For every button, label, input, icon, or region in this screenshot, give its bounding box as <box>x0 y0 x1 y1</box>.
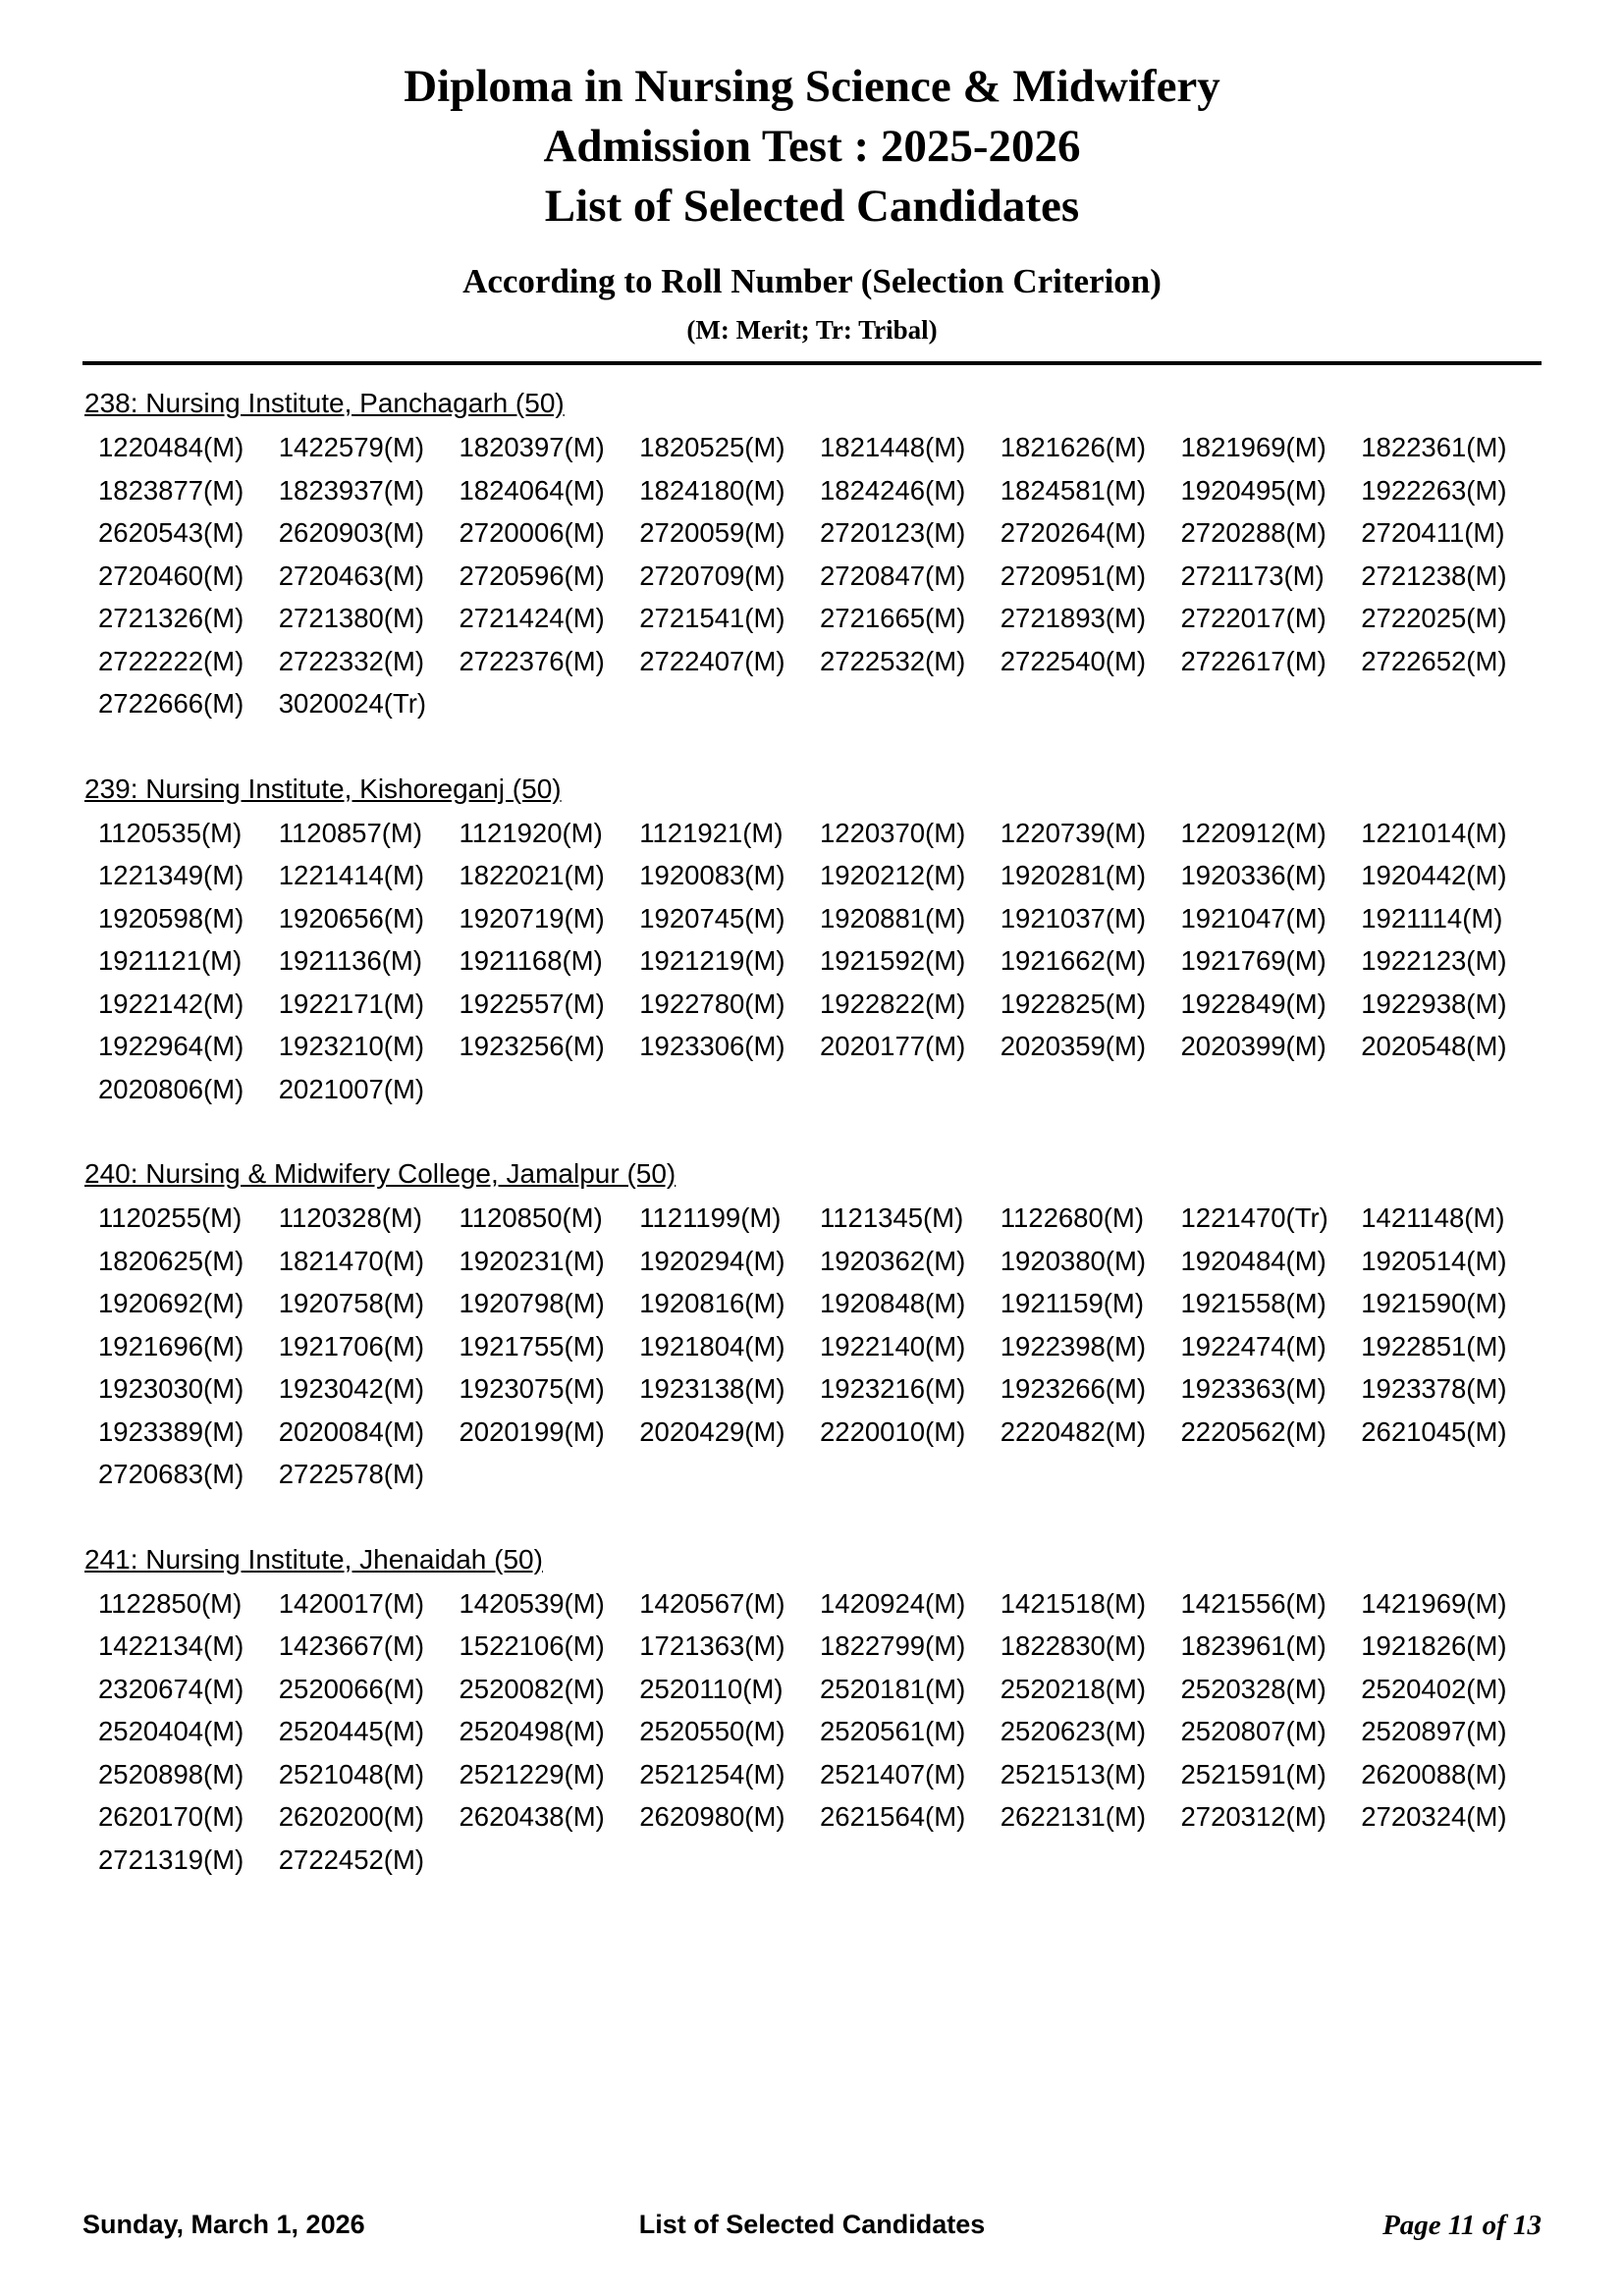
section-title: 241: Nursing Institute, Jhenaidah (50) <box>84 1543 543 1575</box>
roll-number: 1921804(M) <box>639 1330 785 1362</box>
roll-number: 1823937(M) <box>278 474 425 506</box>
roll-number: 2521048(M) <box>278 1758 425 1789</box>
roll-number: 2520066(M) <box>278 1673 425 1704</box>
roll-number: 1920281(M) <box>1000 860 1147 890</box>
roll-number: 1921136(M) <box>278 945 422 976</box>
roll-number: 1221414(M) <box>278 860 425 890</box>
roll-number: 1922123(M) <box>1361 945 1507 976</box>
section-title: 240: Nursing & Midwifery College, Jamalpur (50) <box>84 1158 677 1189</box>
roll-number: 1522106(M) <box>459 1630 605 1661</box>
roll-number: 2720006(M) <box>459 517 605 548</box>
roll-number: 1122850(M) <box>98 1587 243 1619</box>
roll-number: 2721326(M) <box>98 603 244 633</box>
roll-number: 1922964(M) <box>98 1031 244 1061</box>
roll-number: 2520897(M) <box>1361 1716 1507 1746</box>
roll-number: 1821626(M) <box>1000 432 1147 462</box>
roll-number: 1920719(M) <box>459 902 605 934</box>
institute-section <box>82 1541 1542 1882</box>
roll-number: 1920758(M) <box>278 1288 425 1318</box>
institute-section <box>82 385 1542 725</box>
roll-number: 2520110(M) <box>639 1673 784 1704</box>
roll-number: 1923378(M) <box>1361 1373 1507 1404</box>
roll-number: 2621045(M) <box>1361 1415 1507 1447</box>
roll-number: 1824180(M) <box>639 474 785 506</box>
roll-number: 2520807(M) <box>1180 1716 1326 1746</box>
roll-number: 1923216(M) <box>820 1373 966 1404</box>
roll-number: 2020429(M) <box>639 1415 785 1447</box>
roll-number: 1721363(M) <box>639 1630 785 1661</box>
roll-number: 1920442(M) <box>1361 860 1507 890</box>
roll-number: 1421969(M) <box>1361 1587 1507 1619</box>
roll-number: 1921826(M) <box>1361 1630 1507 1661</box>
roll-number: 1923306(M) <box>639 1031 785 1061</box>
roll-number: 1923075(M) <box>459 1373 605 1404</box>
roll-number: 2620170(M) <box>98 1801 244 1832</box>
roll-number: 2722222(M) <box>98 645 244 676</box>
roll-number: 2720683(M) <box>98 1459 244 1489</box>
subtitle: According to Roll Number (Selection Criterion) <box>462 262 1162 300</box>
roll-number: 1920848(M) <box>820 1288 966 1318</box>
roll-number: 2521254(M) <box>639 1758 785 1789</box>
roll-number: 1421556(M) <box>1180 1587 1326 1619</box>
roll-number: 2722532(M) <box>820 645 966 676</box>
roll-number: 2722652(M) <box>1361 645 1507 676</box>
roll-number: 3020024(Tr) <box>278 688 427 719</box>
roll-number: 1120857(M) <box>278 817 422 848</box>
roll-number: 1922142(M) <box>98 988 244 1019</box>
roll-number: 2620903(M) <box>278 517 425 548</box>
roll-number: 1824581(M) <box>1000 474 1147 506</box>
roll-number: 2722376(M) <box>459 645 605 676</box>
title-line-1: Diploma in Nursing Science & Midwifery <box>404 61 1220 112</box>
roll-number: 2722407(M) <box>639 645 785 676</box>
roll-number: 1920798(M) <box>459 1288 605 1318</box>
roll-number: 1820397(M) <box>459 432 605 462</box>
roll-number: 2520550(M) <box>639 1716 785 1746</box>
roll-number: 1120328(M) <box>278 1202 422 1233</box>
roll-number: 1120850(M) <box>459 1202 603 1233</box>
roll-number: 1221470(Tr) <box>1180 1202 1328 1233</box>
roll-number: 2020084(M) <box>278 1415 425 1447</box>
roll-grid <box>82 426 1542 725</box>
roll-number: 1822830(M) <box>1000 1630 1147 1661</box>
roll-number: 2720709(M) <box>639 560 785 591</box>
roll-number: 2721665(M) <box>820 603 966 633</box>
roll-number: 2722332(M) <box>278 645 425 676</box>
roll-number: 2620200(M) <box>278 1801 425 1832</box>
institute-section <box>82 771 1542 1111</box>
roll-number: 2521407(M) <box>820 1758 966 1789</box>
roll-number: 1120255(M) <box>98 1202 243 1233</box>
roll-number: 1823877(M) <box>98 474 244 506</box>
roll-number: 2220010(M) <box>820 1415 966 1447</box>
roll-number: 1920294(M) <box>639 1245 785 1276</box>
roll-number: 1422579(M) <box>278 432 425 462</box>
roll-number: 2020399(M) <box>1180 1031 1326 1061</box>
roll-number: 2722025(M) <box>1361 603 1507 633</box>
document-header <box>82 57 1542 346</box>
roll-number: 1420567(M) <box>639 1587 785 1619</box>
roll-number: 1923030(M) <box>98 1373 244 1404</box>
roll-number: 1921114(M) <box>1361 902 1503 934</box>
title-line-3: List of Selected Candidates <box>544 181 1080 232</box>
footer-page-number: Page 11 of 13 <box>1382 2210 1542 2241</box>
roll-number: 1421518(M) <box>1000 1587 1147 1619</box>
roll-number: 1121920(M) <box>459 817 603 848</box>
roll-number: 1921121(M) <box>98 945 243 976</box>
roll-number: 2020359(M) <box>1000 1031 1147 1061</box>
roll-number: 1922780(M) <box>639 988 785 1019</box>
roll-number: 2721541(M) <box>639 603 785 633</box>
roll-number: 1920745(M) <box>639 902 785 934</box>
roll-number: 2720312(M) <box>1180 1801 1326 1832</box>
roll-number: 1921662(M) <box>1000 945 1147 976</box>
roll-number: 1920083(M) <box>639 860 785 890</box>
roll-number: 2722617(M) <box>1180 645 1326 676</box>
roll-number: 2720596(M) <box>459 560 605 591</box>
footer-title: List of Selected Candidates <box>638 2210 986 2239</box>
roll-number: 2721893(M) <box>1000 603 1147 633</box>
roll-number: 2520402(M) <box>1361 1673 1507 1704</box>
roll-number: 1824246(M) <box>820 474 966 506</box>
roll-number: 2620980(M) <box>639 1801 785 1832</box>
roll-number: 2520561(M) <box>820 1716 966 1746</box>
roll-number: 1821470(M) <box>278 1245 425 1276</box>
roll-number: 2220562(M) <box>1180 1415 1326 1447</box>
roll-number: 1421148(M) <box>1361 1202 1505 1233</box>
roll-number: 1420924(M) <box>820 1587 966 1619</box>
roll-number: 1922263(M) <box>1361 474 1507 506</box>
roll-number: 1923138(M) <box>639 1373 785 1404</box>
roll-number: 2722452(M) <box>278 1843 425 1875</box>
roll-number: 1921219(M) <box>639 945 785 976</box>
roll-number: 2721424(M) <box>459 603 605 633</box>
roll-number: 1920495(M) <box>1180 474 1326 506</box>
roll-number: 1921047(M) <box>1180 902 1326 934</box>
roll-number: 1922849(M) <box>1180 988 1326 1019</box>
roll-number: 1922822(M) <box>820 988 966 1019</box>
roll-number: 1823961(M) <box>1180 1630 1326 1661</box>
roll-number: 1220739(M) <box>1000 817 1147 848</box>
roll-number: 1921558(M) <box>1180 1288 1326 1318</box>
roll-number: 1920881(M) <box>820 902 966 934</box>
roll-number: 2521513(M) <box>1000 1758 1147 1789</box>
roll-number: 1921590(M) <box>1361 1288 1507 1318</box>
roll-number: 1920231(M) <box>459 1245 605 1276</box>
roll-number: 2721380(M) <box>278 603 425 633</box>
legend: (M: Merit; Tr: Tribal) <box>686 315 938 345</box>
roll-number: 2520445(M) <box>278 1716 425 1746</box>
roll-number: 1923389(M) <box>98 1415 244 1447</box>
roll-number: 1920656(M) <box>278 902 425 934</box>
roll-number: 1420539(M) <box>459 1587 605 1619</box>
roll-number: 1824064(M) <box>459 474 605 506</box>
roll-number: 1220370(M) <box>820 817 966 848</box>
roll-number: 2520218(M) <box>1000 1673 1147 1704</box>
roll-number: 2520082(M) <box>459 1673 605 1704</box>
title-line-2: Admission Test : 2025-2026 <box>543 121 1081 172</box>
roll-number: 1921706(M) <box>278 1330 425 1362</box>
roll-number: 2020177(M) <box>820 1031 966 1061</box>
roll-number: 2720324(M) <box>1361 1801 1507 1832</box>
roll-number: 1923042(M) <box>278 1373 425 1404</box>
roll-number: 2722666(M) <box>98 688 244 719</box>
roll-number: 2722017(M) <box>1180 603 1326 633</box>
roll-number: 2720951(M) <box>1000 560 1147 591</box>
roll-number: 1920816(M) <box>639 1288 785 1318</box>
roll-number: 2520181(M) <box>820 1673 966 1704</box>
roll-number: 2020548(M) <box>1361 1031 1507 1061</box>
roll-number: 1822021(M) <box>459 860 605 890</box>
sections-container <box>82 385 1542 1881</box>
roll-number: 2720123(M) <box>820 517 966 548</box>
roll-number: 1921037(M) <box>1000 902 1147 934</box>
roll-number: 2721319(M) <box>98 1843 244 1875</box>
roll-number: 1822799(M) <box>820 1630 966 1661</box>
roll-number: 1821969(M) <box>1180 432 1326 462</box>
roll-number: 2020199(M) <box>459 1415 605 1447</box>
roll-number: 1923363(M) <box>1180 1373 1326 1404</box>
roll-number: 2720288(M) <box>1180 517 1326 548</box>
roll-number: 1922938(M) <box>1361 988 1507 1019</box>
roll-number: 2621564(M) <box>820 1801 966 1832</box>
roll-number: 2620543(M) <box>98 517 244 548</box>
roll-number: 1821448(M) <box>820 432 966 462</box>
roll-number: 1920484(M) <box>1180 1245 1326 1276</box>
roll-number: 1921696(M) <box>98 1330 244 1362</box>
roll-number: 1921592(M) <box>820 945 966 976</box>
roll-number: 1920380(M) <box>1000 1245 1147 1276</box>
roll-number: 2622131(M) <box>1000 1801 1147 1832</box>
roll-grid <box>82 1197 1542 1496</box>
roll-number: 1922474(M) <box>1180 1330 1326 1362</box>
roll-number: 2620438(M) <box>459 1801 605 1832</box>
roll-number: 2721173(M) <box>1180 560 1325 591</box>
roll-number: 2720264(M) <box>1000 517 1147 548</box>
roll-number: 1922851(M) <box>1361 1330 1507 1362</box>
roll-number: 2521591(M) <box>1180 1758 1326 1789</box>
roll-number: 2720059(M) <box>639 517 785 548</box>
roll-number: 2722578(M) <box>278 1459 425 1489</box>
roll-number: 1122680(M) <box>1000 1202 1144 1233</box>
roll-number: 2620088(M) <box>1361 1758 1507 1789</box>
roll-number: 1922140(M) <box>820 1330 966 1362</box>
roll-number: 1923256(M) <box>459 1031 605 1061</box>
roll-number: 2220482(M) <box>1000 1415 1147 1447</box>
roll-number: 2722540(M) <box>1000 645 1147 676</box>
roll-number: 1422134(M) <box>98 1630 244 1661</box>
roll-number: 1221014(M) <box>1361 817 1507 848</box>
roll-number: 2020806(M) <box>98 1073 244 1104</box>
roll-number: 2720460(M) <box>98 560 244 591</box>
roll-number: 2520328(M) <box>1180 1673 1326 1704</box>
roll-number: 1920362(M) <box>820 1245 966 1276</box>
document-footer <box>82 2210 1542 2245</box>
roll-number: 1420017(M) <box>278 1587 425 1619</box>
roll-number: 1121921(M) <box>639 817 784 848</box>
roll-number: 1922171(M) <box>278 988 425 1019</box>
section-title: 238: Nursing Institute, Panchagarh (50) <box>84 388 565 418</box>
roll-number: 1922557(M) <box>459 988 605 1019</box>
roll-number: 1220912(M) <box>1180 817 1326 848</box>
roll-number: 1920598(M) <box>98 902 244 934</box>
roll-number: 2320674(M) <box>98 1673 244 1704</box>
roll-number: 1920514(M) <box>1361 1245 1507 1276</box>
roll-number: 1923266(M) <box>1000 1373 1147 1404</box>
roll-number: 1121345(M) <box>820 1202 964 1233</box>
section-title: 239: Nursing Institute, Kishoreganj (50) <box>84 773 562 804</box>
roll-number: 2520404(M) <box>98 1716 244 1746</box>
roll-number: 2521229(M) <box>459 1758 605 1789</box>
roll-number: 2721238(M) <box>1361 560 1507 591</box>
roll-grid <box>82 1582 1542 1882</box>
roll-number: 2021007(M) <box>278 1073 425 1104</box>
roll-number: 1822361(M) <box>1361 432 1507 462</box>
roll-number: 1121199(M) <box>639 1202 782 1233</box>
roll-number: 2720847(M) <box>820 560 966 591</box>
roll-number: 1820525(M) <box>639 432 785 462</box>
roll-number: 1921755(M) <box>459 1330 605 1362</box>
roll-number: 1120535(M) <box>98 817 243 848</box>
roll-number: 1920692(M) <box>98 1288 244 1318</box>
roll-number: 1921769(M) <box>1180 945 1326 976</box>
header-divider <box>82 361 1542 365</box>
roll-number: 1921159(M) <box>1000 1288 1144 1318</box>
roll-number: 1820625(M) <box>98 1245 244 1276</box>
roll-number: 2720411(M) <box>1361 517 1505 548</box>
roll-number: 2520498(M) <box>459 1716 605 1746</box>
roll-number: 1922398(M) <box>1000 1330 1147 1362</box>
roll-number: 2720463(M) <box>278 560 425 591</box>
roll-number: 2520623(M) <box>1000 1716 1147 1746</box>
footer-date: Sunday, March 1, 2026 <box>82 2210 365 2239</box>
roll-number: 1923210(M) <box>278 1031 425 1061</box>
roll-number: 1922825(M) <box>1000 988 1147 1019</box>
roll-number: 1920212(M) <box>820 860 966 890</box>
institute-section <box>82 1155 1542 1496</box>
roll-number: 1921168(M) <box>459 945 603 976</box>
roll-number: 2520898(M) <box>98 1758 244 1789</box>
roll-number: 1220484(M) <box>98 432 244 462</box>
roll-number: 1423667(M) <box>278 1630 425 1661</box>
roll-number: 1221349(M) <box>98 860 244 890</box>
roll-grid <box>82 812 1542 1111</box>
roll-number: 1920336(M) <box>1180 860 1326 890</box>
